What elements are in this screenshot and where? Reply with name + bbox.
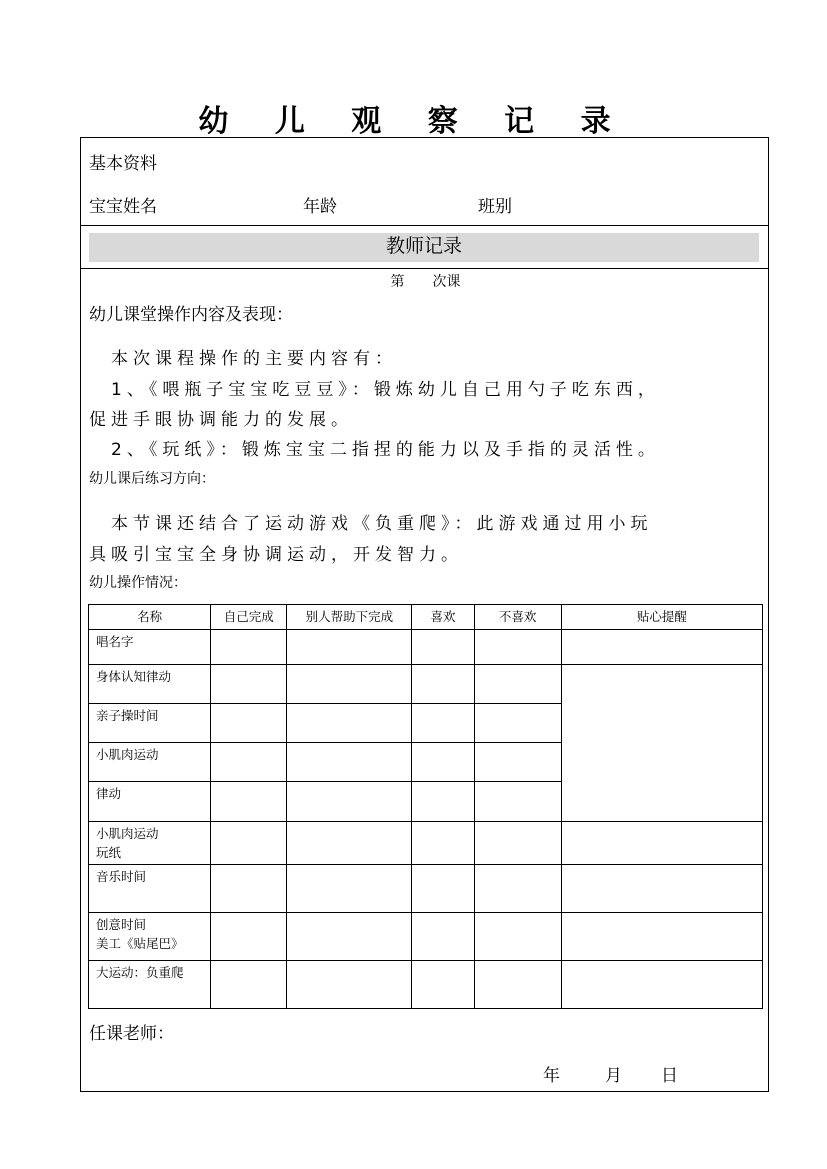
class-label: 班别 [478, 197, 512, 217]
activity-name-line: 创意时间 [96, 917, 147, 932]
self-complete-cell[interactable] [211, 704, 287, 743]
activity-name: 身体认知律动 [89, 665, 211, 704]
table-header-row [89, 605, 763, 630]
assisted-complete-cell[interactable] [287, 665, 412, 704]
column-header: 名称 [89, 605, 211, 630]
lesson-number: 第 次课 [390, 274, 461, 290]
dislike-cell[interactable] [474, 743, 561, 782]
activity-name: 小肌肉运动 [89, 743, 211, 782]
assisted-complete-cell[interactable] [287, 704, 412, 743]
activity-name: 大运动：负重爬 [89, 961, 211, 1009]
activity-name [89, 822, 211, 865]
column-header: 别人帮助下完成 [287, 605, 412, 630]
table-row [89, 913, 763, 961]
reminder-cell[interactable] [561, 822, 762, 865]
table-row [89, 865, 763, 913]
dislike-cell[interactable] [474, 961, 561, 1009]
like-cell[interactable] [412, 630, 474, 665]
basic-info-heading: 基本资料 [89, 154, 157, 174]
like-cell[interactable] [412, 743, 474, 782]
date-year: 年 [543, 1066, 560, 1086]
self-complete-cell[interactable] [211, 822, 287, 865]
baby-name-label: 宝宝姓名 [89, 197, 157, 217]
teacher-label: 任课老师： [89, 1024, 174, 1044]
column-header: 不喜欢 [474, 605, 561, 630]
dislike-cell[interactable] [474, 822, 561, 865]
teacher-record-banner: 教师记录 [89, 233, 759, 262]
assisted-complete-cell[interactable] [287, 961, 412, 1009]
like-cell[interactable] [412, 704, 474, 743]
self-complete-cell[interactable] [211, 630, 287, 665]
page-title: 幼 儿 观 察 记 录 [198, 104, 629, 139]
assisted-complete-cell[interactable] [287, 865, 412, 913]
dislike-cell[interactable] [474, 665, 561, 704]
record-form [80, 137, 769, 1092]
content-line: 1、《喂瓶子宝宝吃豆豆》：锻炼幼儿自己用勺子吃东西， [89, 380, 660, 400]
content-line: 2、《玩纸》：锻炼宝宝二指捏的能力以及手指的灵活性。 [89, 440, 660, 460]
assisted-complete-cell[interactable] [287, 913, 412, 961]
assisted-complete-cell[interactable] [287, 743, 412, 782]
column-header: 贴心提醒 [561, 605, 762, 630]
divider [81, 225, 768, 226]
dislike-cell[interactable] [474, 704, 561, 743]
like-cell[interactable] [412, 865, 474, 913]
activity-name: 亲子操时间 [89, 704, 211, 743]
column-header: 自己完成 [211, 605, 287, 630]
content-line: 本次课程操作的主要内容有： [89, 349, 397, 369]
dislike-cell[interactable] [474, 630, 561, 665]
dislike-cell[interactable] [474, 782, 561, 822]
column-header: 喜欢 [412, 605, 474, 630]
activity-name: 律动 [89, 782, 211, 822]
reminder-cell[interactable] [561, 665, 762, 822]
content-line: 促进手眼协调能力的发展。 [89, 410, 353, 430]
activity-name [89, 913, 211, 961]
reminder-cell[interactable] [561, 961, 762, 1009]
reminder-cell[interactable] [561, 630, 762, 665]
self-complete-cell[interactable] [211, 913, 287, 961]
dislike-cell[interactable] [474, 865, 561, 913]
table-row [89, 961, 763, 1009]
divider [81, 268, 768, 269]
section-operation-label: 幼儿操作情况： [89, 575, 187, 591]
section-classroom-label: 幼儿课堂操作内容及表现： [89, 305, 293, 325]
self-complete-cell[interactable] [211, 665, 287, 704]
table-row [89, 630, 763, 665]
dislike-cell[interactable] [474, 913, 561, 961]
activity-name: 唱名字 [89, 630, 211, 665]
like-cell[interactable] [412, 822, 474, 865]
activity-name-line: 小肌肉运动 [96, 826, 159, 841]
activity-name: 音乐时间 [89, 865, 211, 913]
reminder-cell[interactable] [561, 913, 762, 961]
practice-line: 具吸引宝宝全身协调运动，开发智力。 [89, 545, 463, 565]
practice-line: 本节课还结合了运动游戏《负重爬》：此游戏通过用小玩 [89, 514, 653, 534]
self-complete-cell[interactable] [211, 782, 287, 822]
date-month: 月 [605, 1066, 622, 1086]
table-row [89, 665, 763, 704]
like-cell[interactable] [412, 782, 474, 822]
like-cell[interactable] [412, 665, 474, 704]
assisted-complete-cell[interactable] [287, 822, 412, 865]
table-row [89, 822, 763, 865]
self-complete-cell[interactable] [211, 961, 287, 1009]
like-cell[interactable] [412, 913, 474, 961]
self-complete-cell[interactable] [211, 865, 287, 913]
reminder-cell[interactable] [561, 865, 762, 913]
self-complete-cell[interactable] [211, 743, 287, 782]
date-day: 日 [661, 1066, 678, 1086]
assisted-complete-cell[interactable] [287, 782, 412, 822]
like-cell[interactable] [412, 961, 474, 1009]
age-label: 年龄 [303, 197, 337, 217]
operation-table [88, 604, 763, 1009]
activity-name-line: 玩纸 [96, 845, 122, 860]
assisted-complete-cell[interactable] [287, 630, 412, 665]
section-practice-label: 幼儿课后练习方向： [89, 471, 215, 487]
activity-name-line: 美工《贴尾巴》 [96, 936, 184, 951]
